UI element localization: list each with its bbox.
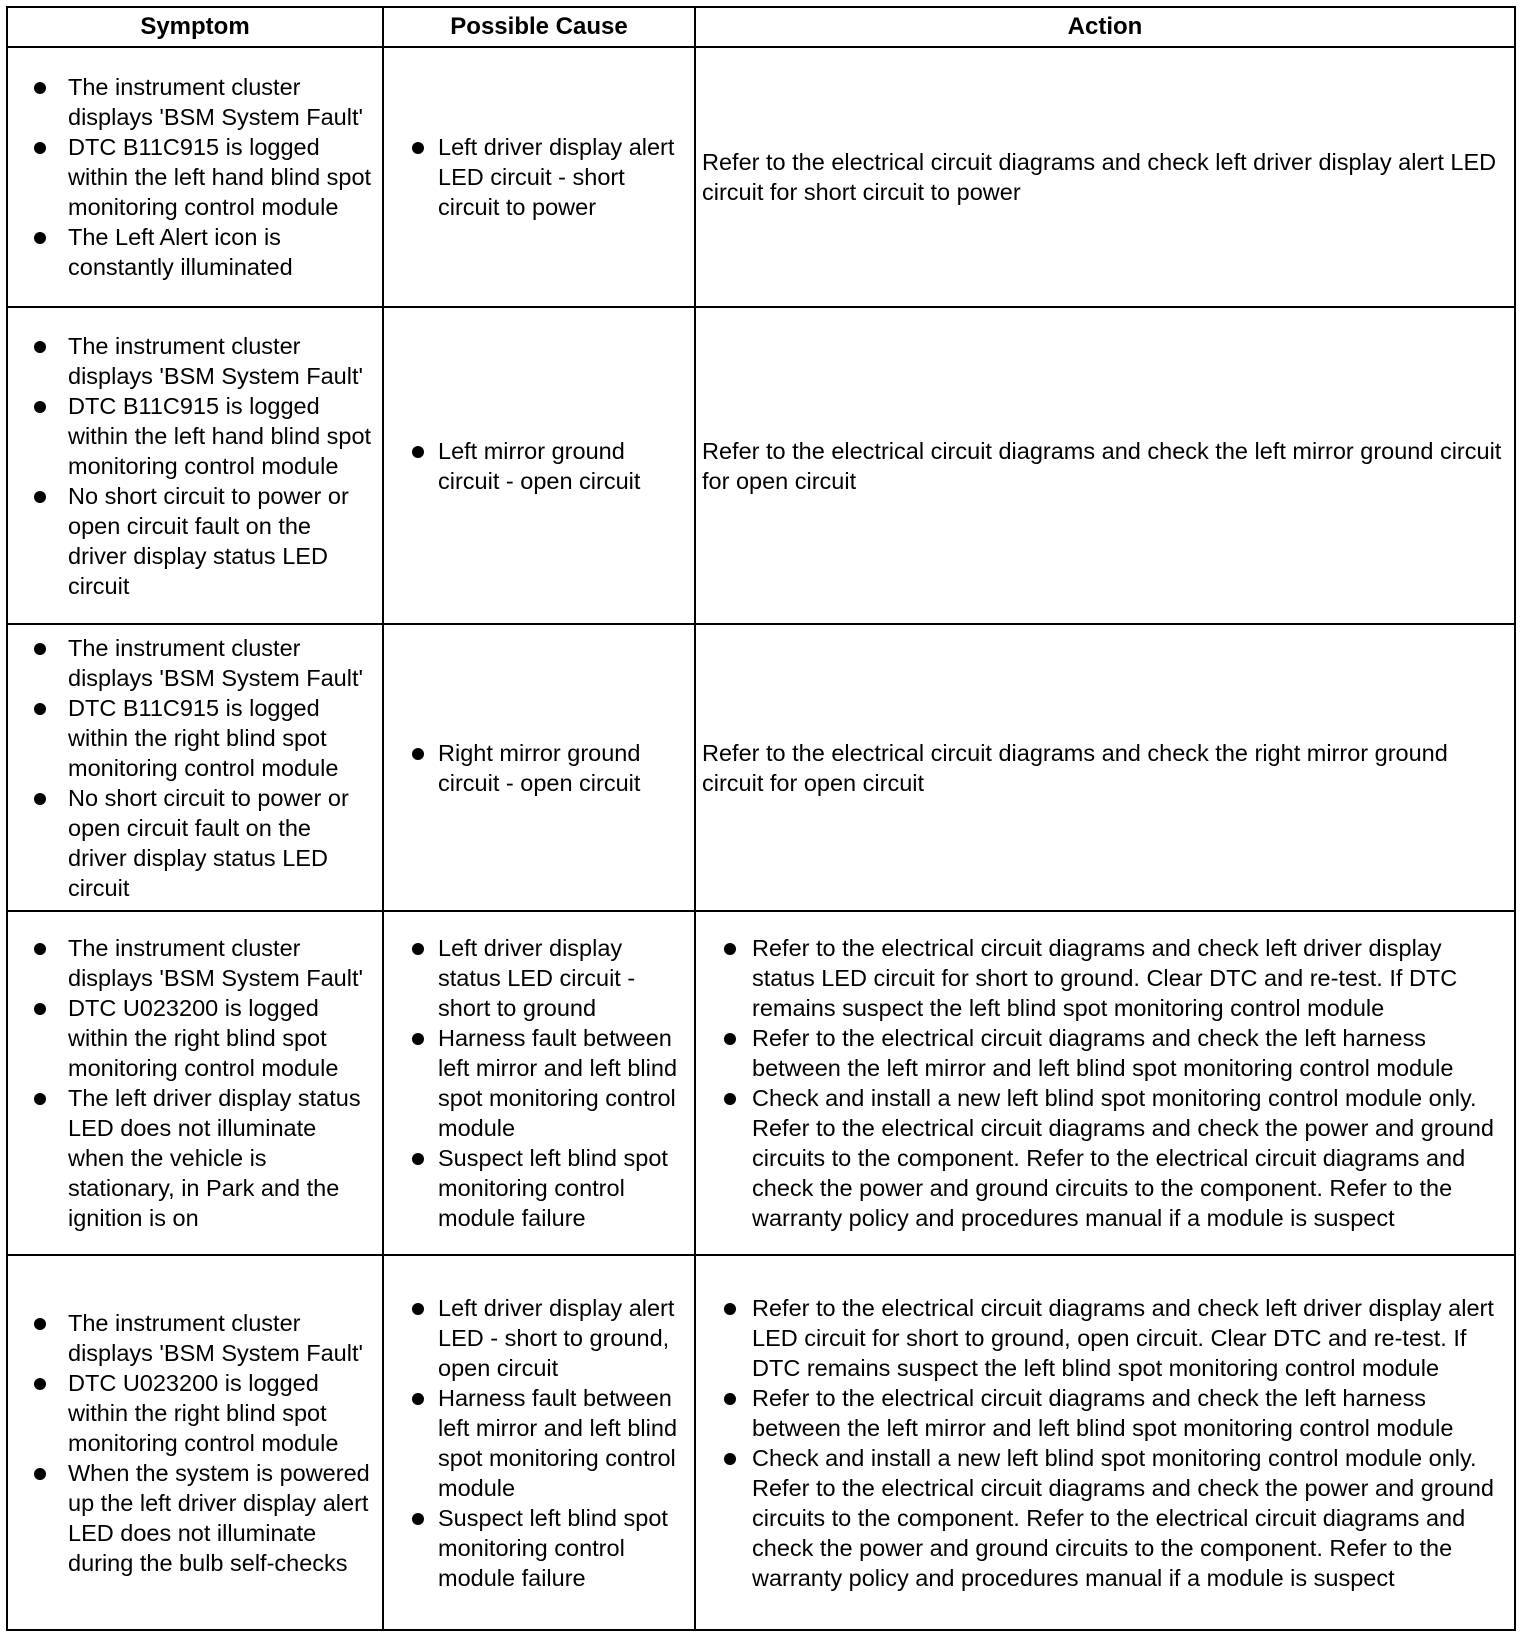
cause-item: Suspect left blind spot monitoring control module failure <box>390 1143 688 1233</box>
bullet-icon <box>724 1453 736 1465</box>
action-cell <box>695 911 1515 1255</box>
action-item: Refer to the electrical circuit diagrams and check the left harness between the left mirror and left blind spot monitoring control module <box>702 1023 1508 1083</box>
bullet-icon <box>34 1378 46 1390</box>
bullet-icon <box>34 1318 46 1330</box>
bullet-icon <box>412 1513 424 1525</box>
cause-item: Suspect left blind spot monitoring control module failure <box>390 1503 688 1593</box>
symptom-item: The instrument cluster displays 'BSM System Fault' <box>14 933 376 993</box>
bullet-icon <box>724 1303 736 1315</box>
symptom-item: The instrument cluster displays 'BSM System Fault' <box>14 72 376 132</box>
action-cell <box>695 1255 1515 1630</box>
cause-cell <box>383 911 695 1255</box>
bullet-icon <box>34 232 46 244</box>
symptom-item: DTC B11C915 is logged within the right blind spot monitoring control module <box>14 693 376 783</box>
symptom-cell <box>7 1255 383 1630</box>
symptom-item: The instrument cluster displays 'BSM System Fault' <box>14 331 376 391</box>
bullet-icon <box>34 703 46 715</box>
symptom-cell <box>7 624 383 911</box>
table-header-row <box>7 7 1515 47</box>
symptom-item: DTC U023200 is logged within the right blind spot monitoring control module <box>14 993 376 1083</box>
symptom-item: No short circuit to power or open circuit fault on the driver display status LED circuit <box>14 481 376 601</box>
cause-item: Left driver display status LED circuit - short to ground <box>390 933 688 1023</box>
symptom-item: The instrument cluster displays 'BSM System Fault' <box>14 633 376 693</box>
action-text: Refer to the electrical circuit diagrams and check left driver display alert LED circuit for short circuit to power <box>702 149 1497 205</box>
cause-item: Left driver display alert LED - short to ground, open circuit <box>390 1293 688 1383</box>
bullet-icon <box>34 1468 46 1480</box>
symptom-item: DTC U023200 is logged within the right blind spot monitoring control module <box>14 1368 376 1458</box>
action-item: Check and install a new left blind spot monitoring control module only. Refer to the electrical circuit diagrams and check the power and ground circuits to the component. Refer to the electrical circuit diagrams and check the power and ground circuits to the component. Refer to the warranty policy and procedures manual if a module is suspect <box>702 1443 1508 1593</box>
cause-item: Harness fault between left mirror and left blind spot monitoring control module <box>390 1023 688 1143</box>
action-text: Refer to the electrical circuit diagrams and check the right mirror ground circuit for open circuit <box>702 739 1448 796</box>
symptom-cell <box>7 47 383 307</box>
bullet-icon <box>412 1153 424 1165</box>
bullet-icon <box>34 491 46 503</box>
bullet-icon <box>34 943 46 955</box>
bullet-icon <box>724 1093 736 1105</box>
bullet-icon <box>412 1303 424 1315</box>
cause-item: Left driver display alert LED circuit - short circuit to power <box>390 132 688 222</box>
cause-item: Right mirror ground circuit - open circuit <box>390 738 688 798</box>
diagnostic-table <box>6 6 1516 1631</box>
bullet-icon <box>34 401 46 413</box>
bullet-icon <box>412 1033 424 1045</box>
bullet-icon <box>34 1093 46 1105</box>
symptom-item: The instrument cluster displays 'BSM System Fault' <box>14 1308 376 1368</box>
table-row <box>7 307 1515 624</box>
bullet-icon <box>412 1393 424 1405</box>
symptom-item: No short circuit to power or open circuit fault on the driver display status LED circuit <box>14 783 376 903</box>
action-cell <box>695 47 1515 307</box>
table-row <box>7 911 1515 1255</box>
bullet-icon <box>724 1393 736 1405</box>
symptom-item: The Left Alert icon is constantly illuminated <box>14 222 376 282</box>
bullet-icon <box>724 943 736 955</box>
symptom-item: When the system is powered up the left driver display alert LED does not illuminate during the bulb self-checks <box>14 1458 376 1578</box>
bullet-icon <box>34 643 46 655</box>
table-row <box>7 47 1515 307</box>
header-action: Action <box>695 7 1515 47</box>
table-row <box>7 624 1515 911</box>
action-item: Refer to the electrical circuit diagrams and check the left harness between the left mirror and left blind spot monitoring control module <box>702 1383 1508 1443</box>
symptom-item: DTC B11C915 is logged within the left hand blind spot monitoring control module <box>14 132 376 222</box>
action-item: Refer to the electrical circuit diagrams and check left driver display alert LED circuit for short to ground, open circuit. Clear DTC and re-test. If DTC remains suspect the left blind spot monitoring control module <box>702 1293 1508 1383</box>
cause-cell <box>383 1255 695 1630</box>
bullet-icon <box>724 1033 736 1045</box>
cause-item: Harness fault between left mirror and left blind spot monitoring control module <box>390 1383 688 1503</box>
bullet-icon <box>412 142 424 154</box>
cause-cell <box>383 47 695 307</box>
bullet-icon <box>412 446 424 458</box>
symptom-cell <box>7 911 383 1255</box>
cause-item: Left mirror ground circuit - open circuit <box>390 436 688 496</box>
cause-cell <box>383 624 695 911</box>
cause-cell <box>383 307 695 624</box>
header-symptom: Symptom <box>7 7 383 47</box>
bullet-icon <box>34 82 46 94</box>
table-row <box>7 1255 1515 1630</box>
symptom-cell <box>7 307 383 624</box>
bullet-icon <box>34 1003 46 1015</box>
bullet-icon <box>34 341 46 353</box>
symptom-item: DTC B11C915 is logged within the left hand blind spot monitoring control module <box>14 391 376 481</box>
action-item: Refer to the electrical circuit diagrams and check left driver display status LED circuit for short to ground. Clear DTC and re-test. If DTC remains suspect the left blind spot monitoring control module <box>702 933 1508 1023</box>
bullet-icon <box>412 748 424 760</box>
bullet-icon <box>34 142 46 154</box>
bullet-icon <box>412 943 424 955</box>
header-possible-cause: Possible Cause <box>383 7 695 47</box>
action-text: Refer to the electrical circuit diagrams and check the left mirror ground circuit for open circuit <box>702 437 1502 494</box>
symptom-item: The left driver display status LED does not illuminate when the vehicle is stationary, in Park and the ignition is on <box>14 1083 376 1233</box>
action-cell <box>695 307 1515 624</box>
bullet-icon <box>34 793 46 805</box>
action-cell <box>695 624 1515 911</box>
action-item: Check and install a new left blind spot monitoring control module only. Refer to the electrical circuit diagrams and check the power and ground circuits to the component. Refer to the electrical circuit diagrams and check the power and ground circuits to the component. Refer to the warranty policy and procedures manual if a module is suspect <box>702 1083 1508 1233</box>
